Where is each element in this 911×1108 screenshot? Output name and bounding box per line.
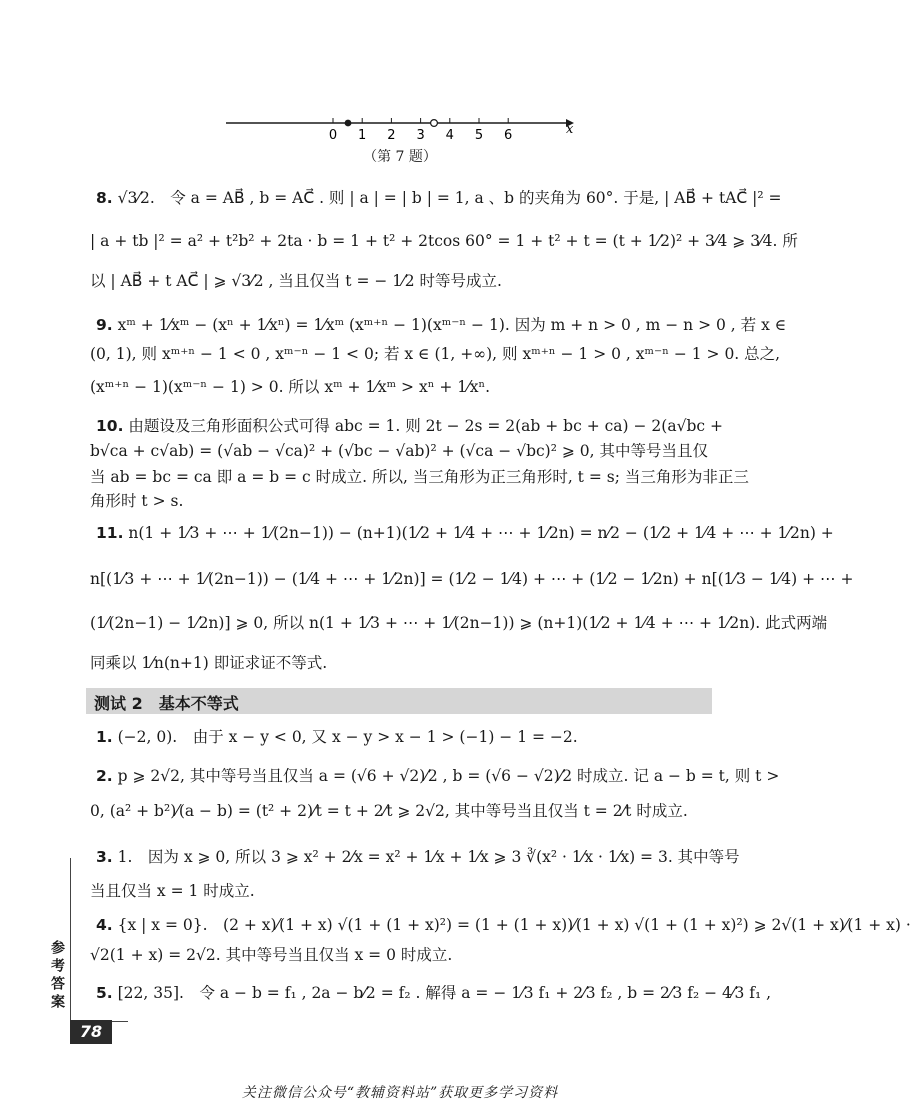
text-line: 同乘以 1⁄n(n+1) 即证求证不等式. [90, 654, 328, 672]
text-line: 角形时 t > s. [90, 492, 184, 510]
text-line: | a + tb |² = a² + t²b² + 2ta · b = 1 + t² + 2tcos 60° = 1 + t² + t = (t + 1⁄2)² + 3⁄4 ⩾ 3⁄4. 所 [90, 232, 798, 250]
side-rule [70, 858, 71, 1022]
text-line: n[(1⁄3 + ⋯ + 1⁄(2n−1)) − (1⁄4 + ⋯ + 1⁄2n)] = (1⁄2 − 1⁄4) + ⋯ + (1⁄2 − 1⁄2n) + n[(1⁄3 − 1⁄4) + ⋯ + [90, 570, 854, 588]
tick-label: 1 [358, 128, 367, 143]
side-label: 参考答案 [49, 940, 65, 1012]
number-line-ticks [329, 118, 512, 143]
footer-note: 关注微信公众号“教辅资料站”获取更多学习资料 [241, 1085, 559, 1101]
section-header [86, 688, 712, 714]
tick-label: 6 [504, 128, 513, 143]
text-line: 以 | AB⃗ + t AC⃗ | ⩾ √3⁄2 , 当且仅当 t = − 1⁄2 时等号成立. [90, 272, 502, 290]
text-line: 11. n(1 + 1⁄3 + ⋯ + 1⁄(2n−1)) − (n+1)(1⁄2 + 1⁄4 + ⋯ + 1⁄2n) = n⁄2 − (1⁄2 + 1⁄4 + ⋯ + 1⁄2n) + [96, 524, 834, 542]
tick-label: 5 [474, 128, 484, 143]
tick-label: 0 [328, 128, 338, 143]
section-title: 测试 2 基本不等式 [94, 694, 239, 713]
text-line: 0, (a² + b²)⁄(a − b) = (t² + 2)⁄t = t + 2⁄t ⩾ 2√2, 其中等号当且仅当 t = 2⁄t 时成立. [90, 802, 688, 820]
text-line: 8. √3⁄2. 令 a = AB⃗ , b = AC⃗ . 则 | a | = | b | = 1, a 、b 的夹角为 60°. 于是, | AB⃗ + tAC⃗ |² = [96, 189, 782, 207]
text-line: 5. [22, 35]. 令 a − b = f₁ , 2a − b⁄2 = f₂ . 解得 a = − 1⁄3 f₁ + 2⁄3 f₂ , b = 2⁄3 f₂ − 4⁄3 f₁ , [96, 984, 772, 1002]
text-line: √2(1 + x) = 2√2. 其中等号当且仅当 x = 0 时成立. [90, 946, 453, 964]
text-line: 10. 由题设及三角形面积公式可得 abc = 1. 则 2t − 2s = 2(ab + bc + ca) − 2(a√bc + [96, 417, 723, 435]
text-line: 2. p ⩾ 2√2, 其中等号当且仅当 a = (√6 + √2)⁄2 , b = (√6 − √2)⁄2 时成立. 记 a − b = t, 则 t > [96, 767, 780, 785]
page-number: 78 [70, 1020, 112, 1044]
open-point [431, 120, 438, 127]
number-line-figure [0, 0, 800, 150]
text-line: (1⁄(2n−1) − 1⁄2n)] ⩾ 0, 所以 n(1 + 1⁄3 + ⋯ + 1⁄(2n−1)) ⩾ (n+1)(1⁄2 + 1⁄4 + ⋯ + 1⁄2n). 此式两端 [90, 614, 828, 632]
figure-caption: （第 7 题） [363, 149, 437, 165]
closed-point [345, 120, 352, 127]
text-line: (0, 1), 则 xᵐ⁺ⁿ − 1 < 0 , xᵐ⁻ⁿ − 1 < 0; 若 x ∈ (1, +∞), 则 xᵐ⁺ⁿ − 1 > 0 , xᵐ⁻ⁿ − 1 > 0. 总之, [90, 345, 781, 363]
text-line: 当且仅当 x = 1 时成立. [90, 882, 255, 900]
text-line: 1. (−2, 0). 由于 x − y < 0, 又 x − y > x − 1 > (−1) − 1 = −2. [96, 728, 578, 746]
axis-label-x: x [566, 122, 574, 137]
text-line: (xᵐ⁺ⁿ − 1)(xᵐ⁻ⁿ − 1) > 0. 所以 xᵐ + 1⁄xᵐ > xⁿ + 1⁄xⁿ. [90, 378, 491, 396]
text-line: 9. xᵐ + 1⁄xᵐ − (xⁿ + 1⁄xⁿ) = 1⁄xᵐ (xᵐ⁺ⁿ − 1)(xᵐ⁻ⁿ − 1). 因为 m + n > 0 , m − n > 0 , 若 x ∈ [96, 316, 787, 334]
text-line: 当 ab = bc = ca 即 a = b = c 时成立. 所以, 当三角形为正三角形时, t = s; 当三角形为非正三 [90, 468, 749, 486]
tick-label: 4 [445, 128, 454, 143]
tick-label: 2 [387, 128, 396, 143]
text-line: 4. {x | x = 0}. (2 + x)⁄(1 + x) √(1 + (1 + x)²) = (1 + (1 + x))⁄(1 + x) √(1 + (1 + x)²) ⩾ 2√(1 + x)⁄(1 + x) · [96, 916, 911, 934]
tick-label: 3 [416, 128, 425, 143]
text-line: b√ca + c√ab) = (√ab − √ca)² + (√bc − √ab)² + (√ca − √bc)² ⩾ 0, 其中等号当且仅 [90, 442, 708, 460]
text-line: 3. 1. 因为 x ⩾ 0, 所以 3 ⩾ x² + 2⁄x = x² + 1⁄x + 1⁄x ⩾ 3 ∛(x² · 1⁄x · 1⁄x) = 3. 其中等号 [96, 848, 740, 866]
